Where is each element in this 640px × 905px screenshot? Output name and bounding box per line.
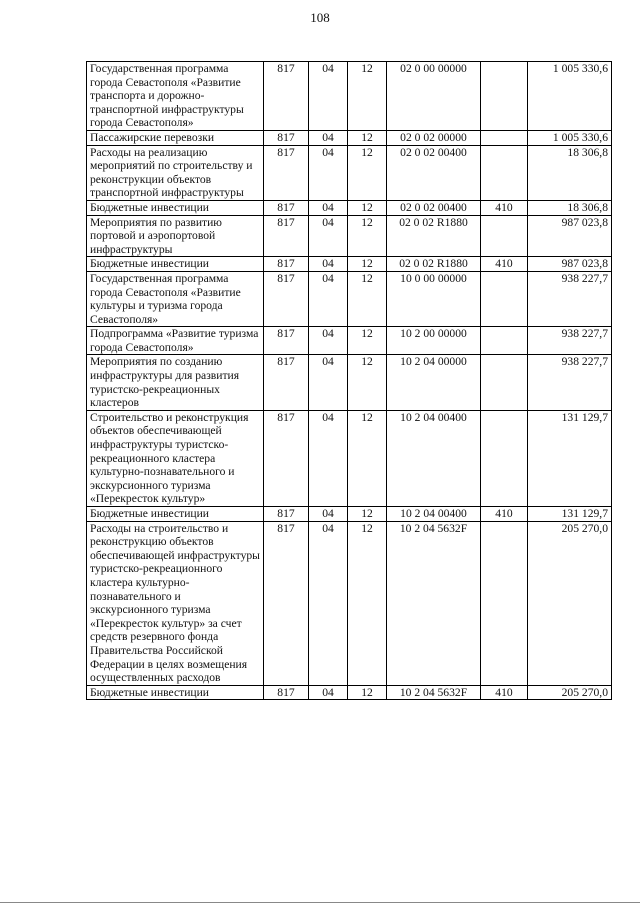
cell-section: 04 (309, 507, 348, 522)
cell-section: 04 (309, 685, 348, 700)
cell-subsection: 12 (348, 215, 387, 257)
cell-subsection: 12 (348, 200, 387, 215)
cell-amount: 1 005 330,6 (528, 62, 612, 131)
cell-grbs: 817 (264, 130, 309, 145)
cell-name: Пассажирские перевозки (87, 130, 264, 145)
table-row (87, 521, 612, 685)
table-row (87, 145, 612, 200)
cell-subsection: 12 (348, 327, 387, 355)
cell-expense-type (481, 410, 528, 506)
cell-name: Бюджетные инвестиции (87, 685, 264, 700)
cell-grbs: 817 (264, 355, 309, 410)
cell-subsection: 12 (348, 685, 387, 700)
cell-expense-type: 410 (481, 507, 528, 522)
cell-expense-type (481, 215, 528, 257)
cell-grbs: 817 (264, 685, 309, 700)
cell-subsection: 12 (348, 62, 387, 131)
cell-subsection: 12 (348, 507, 387, 522)
cell-section: 04 (309, 410, 348, 506)
cell-target-article: 02 0 02 00400 (387, 200, 481, 215)
cell-expense-type: 410 (481, 257, 528, 272)
table-row (87, 685, 612, 700)
cell-section: 04 (309, 355, 348, 410)
cell-name: Государственная программа города Севастополя «Развитие транспорта и дорожно-транспортной инфраструктуры города Севастополя» (87, 62, 264, 131)
table-row (87, 271, 612, 326)
cell-section: 04 (309, 130, 348, 145)
cell-target-article: 02 0 00 00000 (387, 62, 481, 131)
cell-grbs: 817 (264, 271, 309, 326)
cell-section: 04 (309, 257, 348, 272)
table-row (87, 410, 612, 506)
cell-grbs: 817 (264, 257, 309, 272)
cell-expense-type (481, 521, 528, 685)
cell-target-article: 10 0 00 00000 (387, 271, 481, 326)
cell-subsection: 12 (348, 257, 387, 272)
cell-target-article: 10 2 04 5632F (387, 521, 481, 685)
cell-target-article: 10 2 04 5632F (387, 685, 481, 700)
cell-grbs: 817 (264, 507, 309, 522)
cell-expense-type (481, 271, 528, 326)
cell-section: 04 (309, 327, 348, 355)
cell-subsection: 12 (348, 521, 387, 685)
cell-name: Мероприятия по созданию инфраструктуры для развития туристско-рекреационных кластеров (87, 355, 264, 410)
cell-grbs: 817 (264, 410, 309, 506)
cell-section: 04 (309, 215, 348, 257)
table-row (87, 355, 612, 410)
cell-amount: 938 227,7 (528, 355, 612, 410)
cell-subsection: 12 (348, 130, 387, 145)
cell-target-article: 02 0 02 00400 (387, 145, 481, 200)
table-row (87, 507, 612, 522)
cell-section: 04 (309, 145, 348, 200)
table-row (87, 130, 612, 145)
cell-amount: 987 023,8 (528, 215, 612, 257)
cell-name: Государственная программа города Севастополя «Развитие культуры и туризма города Севастополя» (87, 271, 264, 326)
cell-target-article: 02 0 02 R1880 (387, 215, 481, 257)
cell-target-article: 10 2 04 00400 (387, 410, 481, 506)
cell-subsection: 12 (348, 410, 387, 506)
cell-section: 04 (309, 62, 348, 131)
cell-target-article: 02 0 02 R1880 (387, 257, 481, 272)
cell-target-article: 10 2 04 00400 (387, 507, 481, 522)
cell-amount: 205 270,0 (528, 521, 612, 685)
cell-name: Подпрограмма «Развитие туризма города Севастополя» (87, 327, 264, 355)
cell-expense-type (481, 355, 528, 410)
cell-expense-type (481, 130, 528, 145)
cell-section: 04 (309, 200, 348, 215)
cell-name: Бюджетные инвестиции (87, 257, 264, 272)
cell-amount: 205 270,0 (528, 685, 612, 700)
cell-amount: 1 005 330,6 (528, 130, 612, 145)
cell-name: Мероприятия по развитию портовой и аэропортовой инфраструктуры (87, 215, 264, 257)
cell-amount: 938 227,7 (528, 327, 612, 355)
cell-expense-type: 410 (481, 200, 528, 215)
cell-subsection: 12 (348, 355, 387, 410)
cell-name: Бюджетные инвестиции (87, 507, 264, 522)
cell-subsection: 12 (348, 145, 387, 200)
cell-amount: 987 023,8 (528, 257, 612, 272)
cell-name: Бюджетные инвестиции (87, 200, 264, 215)
budget-table (86, 61, 612, 700)
cell-grbs: 817 (264, 215, 309, 257)
cell-grbs: 817 (264, 200, 309, 215)
scan-mark-top (0, 902, 640, 903)
page-number: 108 (310, 10, 330, 25)
cell-expense-type (481, 62, 528, 131)
cell-expense-type (481, 327, 528, 355)
cell-name: Расходы на строительство и реконструкцию объектов обеспечивающей инфраструктуры туристско-рекреационного кластера культурно-познавательного и экскурсионного туризма «Перекресток культур» за счет средств резервного фонда Правительства Российской Федерации в целях возмещения осуществленных расходов (87, 521, 264, 685)
cell-amount: 18 306,8 (528, 200, 612, 215)
cell-expense-type: 410 (481, 685, 528, 700)
cell-expense-type (481, 145, 528, 200)
table-body (87, 62, 612, 700)
cell-name: Строительство и реконструкция объектов обеспечивающей инфраструктуры туристско-рекреационного кластера культурно-познавательного и экскурсионного туризма «Перекресток культур» (87, 410, 264, 506)
cell-grbs: 817 (264, 145, 309, 200)
cell-amount: 131 129,7 (528, 507, 612, 522)
cell-target-article: 10 2 04 00000 (387, 355, 481, 410)
table-row (87, 62, 612, 131)
cell-target-article: 10 2 00 00000 (387, 327, 481, 355)
cell-amount: 131 129,7 (528, 410, 612, 506)
cell-amount: 938 227,7 (528, 271, 612, 326)
cell-section: 04 (309, 271, 348, 326)
cell-subsection: 12 (348, 271, 387, 326)
cell-grbs: 817 (264, 521, 309, 685)
table-row (87, 257, 612, 272)
cell-grbs: 817 (264, 327, 309, 355)
table-row (87, 200, 612, 215)
cell-grbs: 817 (264, 62, 309, 131)
cell-section: 04 (309, 521, 348, 685)
table-row (87, 215, 612, 257)
cell-name: Расходы на реализацию мероприятий по строительству и реконструкции объектов транспортной инфраструктуры (87, 145, 264, 200)
cell-target-article: 02 0 02 00000 (387, 130, 481, 145)
cell-amount: 18 306,8 (528, 145, 612, 200)
table-row (87, 327, 612, 355)
